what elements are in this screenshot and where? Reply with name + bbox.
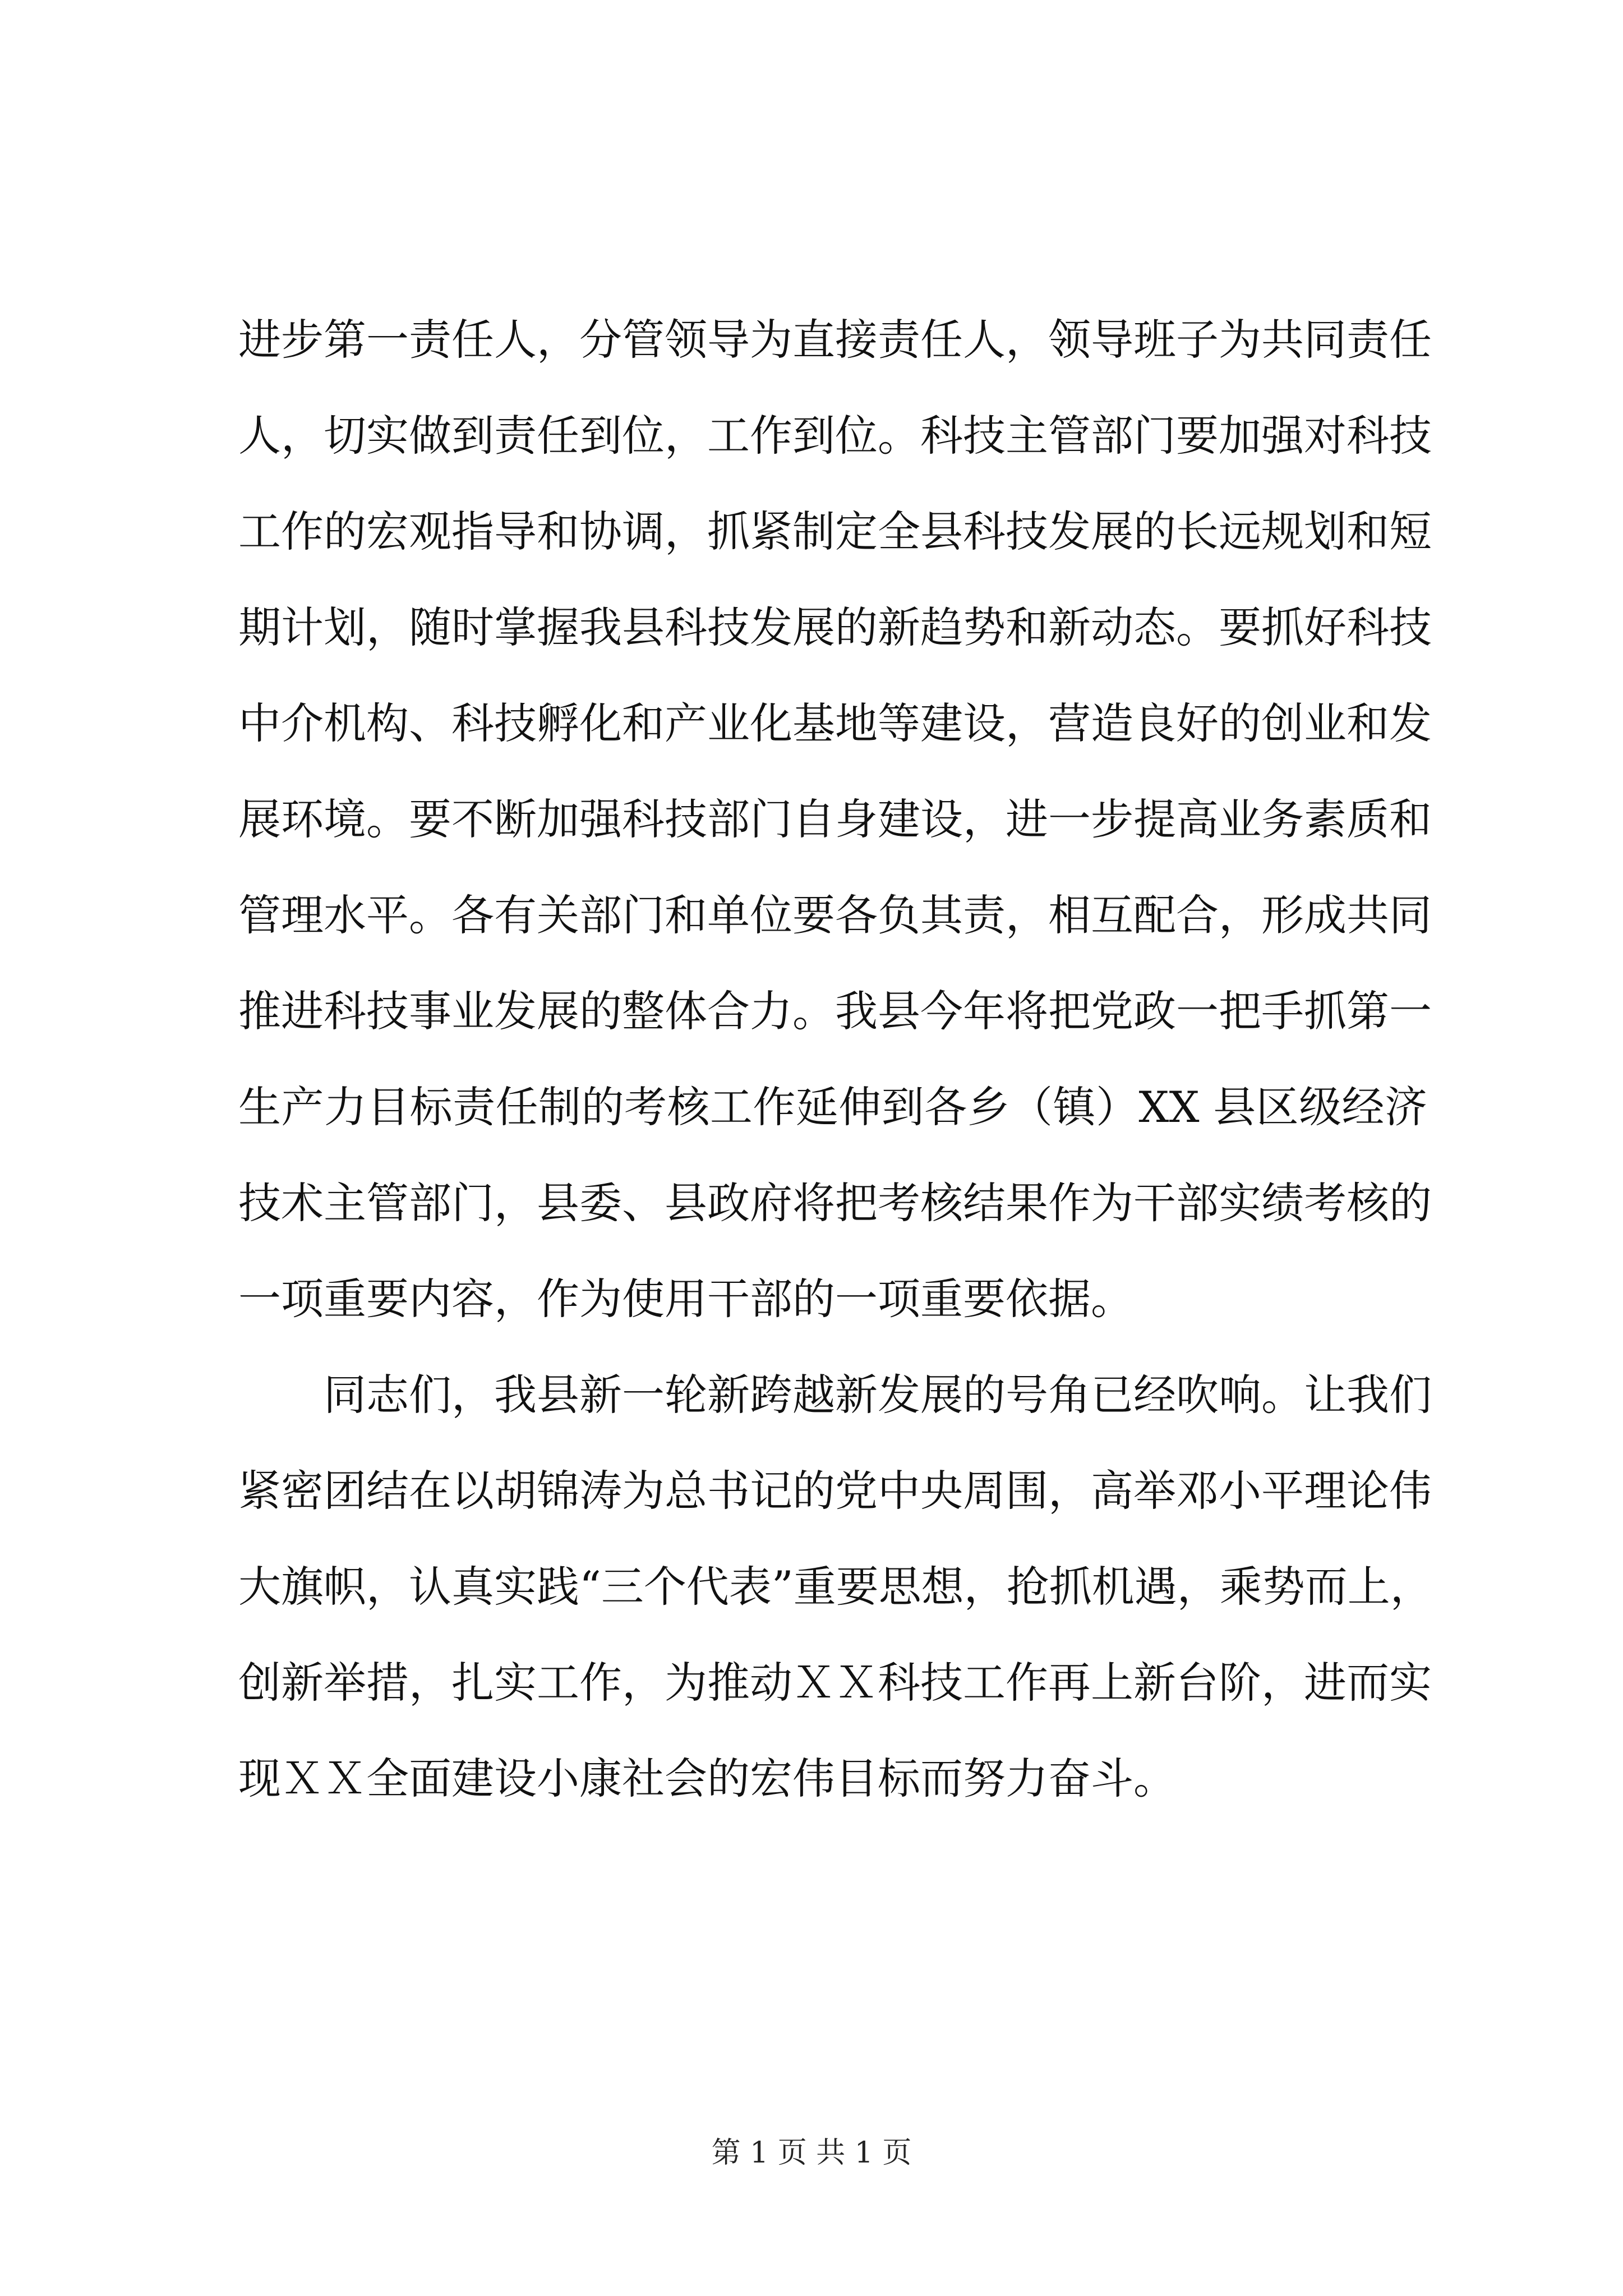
text-line: 紧密团结在以胡锦涛为总书记的党中央周围，高举邓小平理论伟 (238, 1466, 1432, 1516)
text-line: 一项重要内容，作为使用干部的一项重要依据。 (238, 1274, 1133, 1324)
text-line: 同志们，我县新一轮新跨越新发展的号角已经吹响。让我们 (324, 1370, 1432, 1420)
text-line: 展环境。要不断加强科技部门自身建设，进一步提高业务素质和 (238, 794, 1432, 844)
text-line: 期计划，随时掌握我县科技发展的新趋势和新动态。要抓好科技 (238, 602, 1432, 652)
text-line: 管理水平。各有关部门和单位要各负其责，相互配合，形成共同 (238, 890, 1432, 940)
text-line: 现ＸＸ全面建设小康社会的宏伟目标而努力奋斗。 (238, 1754, 1176, 1803)
text-line: 创新举措，扎实工作，为推动ＸＸ科技工作再上新台阶，进而实 (238, 1658, 1432, 1708)
text-line: 人，切实做到责任到位，工作到位。科技主管部门要加强对科技 (238, 411, 1432, 461)
text-line: 工作的宏观指导和协调，抓紧制定全县科技发展的长远规划和短 (238, 507, 1432, 556)
text-line: 进步第一责任人，分管领导为直接责任人，领导班子为共同责任 (238, 315, 1432, 365)
page-number-footer: 第 1 页 共 1 页 (711, 2136, 912, 2170)
document-body (238, 292, 1433, 1826)
text-line: 技术主管部门，县委、县政府将把考核结果作为干部实绩考核的 (238, 1178, 1432, 1228)
paragraph-2 (238, 1347, 1433, 1826)
text-line: 生产力目标责任制的考核工作延伸到各乡（镇）XX 县区级经济 (238, 1082, 1427, 1132)
paragraph-1 (238, 292, 1432, 1347)
text-line: 推进科技事业发展的整体合力。我县今年将把党政一把手抓第一 (238, 986, 1432, 1036)
text-line: 中介机构、科技孵化和产业化基地等建设，营造良好的创业和发 (238, 698, 1432, 748)
text-line: 大旗帜，认真实践“三个代表”重要思想，抢抓机遇，乘势而上， (238, 1562, 1433, 1612)
